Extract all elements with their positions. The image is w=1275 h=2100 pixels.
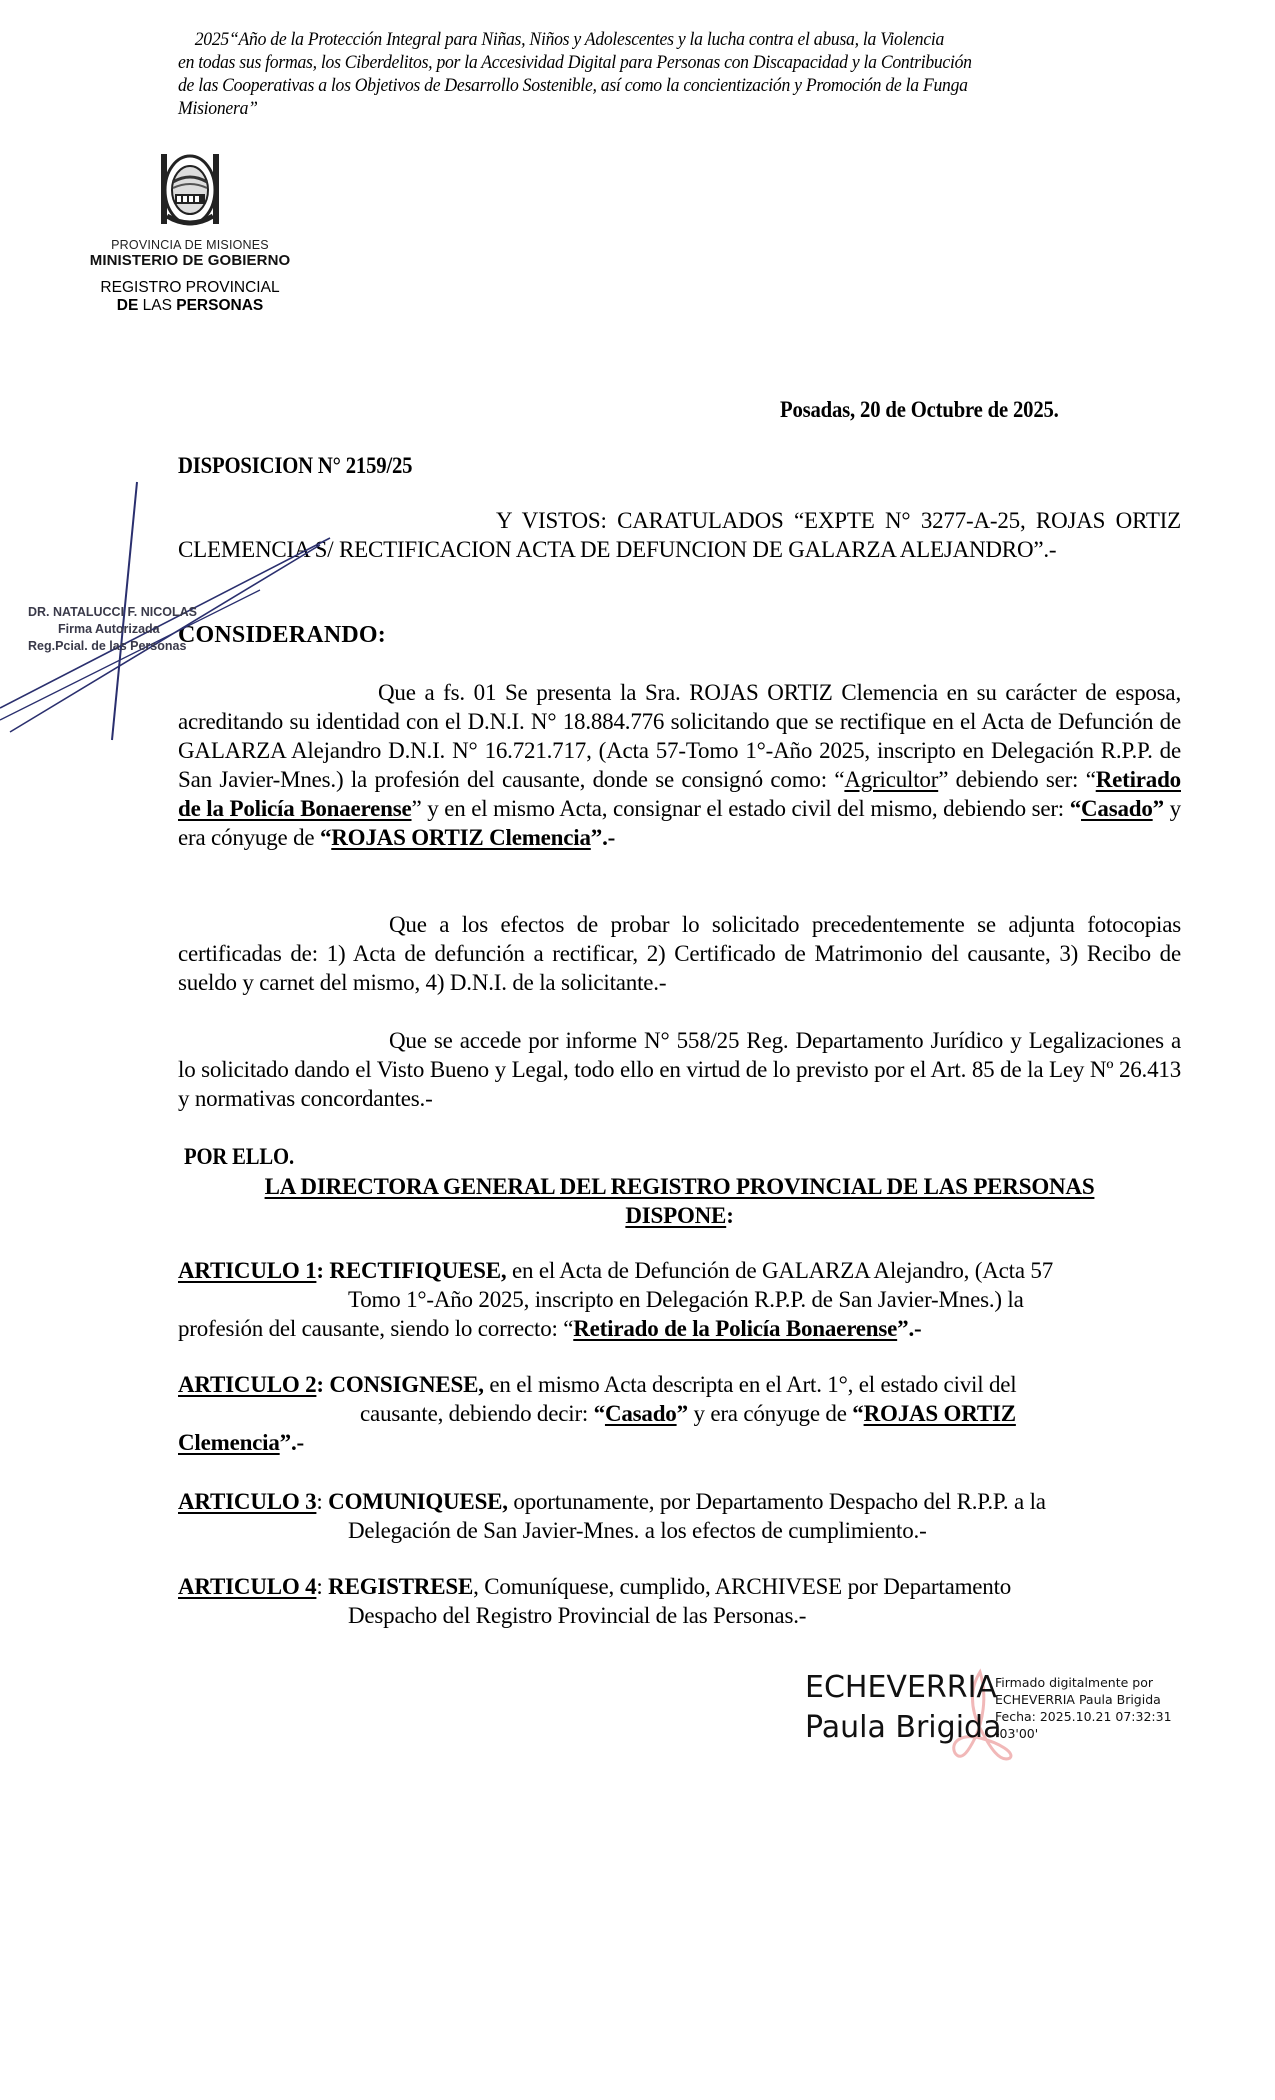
p1-agricultor: Agricultor [844, 767, 939, 792]
p1-end: ”.- [590, 825, 616, 850]
signer-name [805, 1668, 1001, 1748]
article-2 [178, 1370, 1181, 1457]
p1-quote: ” [1152, 796, 1164, 821]
por-ello: POR ELLO. [184, 1144, 294, 1169]
registry-name-line2 [60, 297, 320, 315]
article-emphasis: ROJAS ORTIZ [863, 1401, 1016, 1426]
article-line-2 [178, 1399, 1181, 1428]
stamp-role: Firma Autorizada [58, 622, 160, 636]
disposition-number: DISPOSICION N° 2159/25 [178, 453, 413, 478]
motto-line: en todas sus formas, los Ciberdelitos, por la Accesividad Digital para Personas con Discapacidad y la Contribución [178, 52, 972, 73]
article-1 [178, 1256, 1181, 1343]
considerando-heading: CONSIDERANDO: [178, 622, 386, 648]
article-4 [178, 1572, 1181, 1630]
article-emphasis: Casado [604, 1401, 677, 1426]
registry-de: DE [116, 297, 139, 314]
article-sep: : [316, 1574, 329, 1599]
article-quote: ” [676, 1401, 688, 1426]
p1-quote: “ [319, 825, 332, 850]
vistos-text: Y VISTOS: CARATULADOS “EXPTE N° 3277-A-25, ROJAS ORTIZ CLEMENCIA S/ RECTIFICACION ACTA DE DEFUNCION DE GALARZA ALEJANDRO”.- [178, 508, 1181, 562]
p1-text-d: y era cónyuge de [178, 796, 1181, 850]
p1-text-c: ” y en el mismo Acta, consignar el estado civil del mismo, debiendo ser: [411, 796, 1070, 821]
article-verb: COMUNIQUESE, [328, 1489, 508, 1514]
article-sep: : [316, 1258, 330, 1283]
p2-text: Que a los efectos de probar lo solicitado precedentemente se adjunta fotocopias certificadas de: 1) Acta de defunción a rectificar, 2) Certificado de Matrimonio del causante, 3) Recibo de sueldo y carnet del mismo, 4) D.N.I. de la solicitante.- [178, 912, 1181, 995]
article-text: en el Acta de Defunción de GALARZA Alejandro, (Acta 57 [506, 1258, 1053, 1283]
article-label: ARTICULO 4 [178, 1574, 317, 1599]
motto-line: de las Cooperativas a los Objetivos de Desarrollo Sostenible, así como la concientización y Promoción de la Funga [178, 75, 968, 96]
article-sep: : [316, 1489, 329, 1514]
digital-signature[interactable] [805, 1668, 1225, 1778]
article-label: ARTICULO 2 [178, 1372, 317, 1397]
ministry-name: MINISTERIO DE GOBIERNO [89, 252, 291, 269]
motto-line: Misionera” [178, 98, 258, 119]
p1-text-b: ” debiendo ser: “ [938, 767, 1096, 792]
p1-rojas-ortiz: ROJAS ORTIZ Clemencia [331, 825, 591, 850]
dispone-word: DISPONE [625, 1203, 727, 1228]
registry-name-line1: REGISTRO PROVINCIAL [100, 279, 280, 296]
signature-details [995, 1674, 1172, 1742]
article-label: ARTICULO 1 [178, 1258, 317, 1283]
article-end: ”.- [897, 1316, 922, 1341]
signature-detail: Firmado digitalmente por [995, 1675, 1153, 1690]
header-motto [178, 28, 1187, 120]
p1-text-a: Que a fs. 01 Se presenta la Sra. ROJAS ORTIZ Clemencia en su carácter de esposa, acreditando su identidad con el D.N.I. N° 18.884.776 solicitando que se rectifique en el Acta de Defunción de GALARZA Alejandro D.N.I. N° 16.721.717, (Acta 57-Tomo 1°-Año 2025, inscripto en Delegación R.P.P. de San Javier-Mnes.) la profesión del causante, donde se consignó como: “ [178, 680, 1181, 792]
p3-text: Que se accede por informe N° 558/25 Reg. Departamento Jurídico y Legalizaciones a lo solicitado dando el Visto Bueno y Legal, todo ello en virtud de lo previsto por el Art. 85 de la Ley Nº 26.413 y normativas concordantes.- [178, 1028, 1181, 1111]
p1-casado: Casado [1081, 796, 1153, 821]
director-heading [178, 1172, 1181, 1230]
article-verb: REGISTRESE [328, 1574, 474, 1599]
article-verb: CONSIGNESE, [329, 1372, 484, 1397]
article-text: y era cónyuge de [687, 1401, 853, 1426]
stamp-institution: Reg.Pcial. de las Personas [28, 639, 187, 653]
dispone-colon: : [726, 1203, 734, 1228]
article-quote: “ [593, 1401, 605, 1426]
motto-line: 2025“Año de la Protección Integral para Niñas, Niños y Adolescentes y la lucha contra el abusa, la Violencia [194, 29, 945, 50]
province-crest-icon [155, 150, 225, 232]
article-text: Despacho del Registro Provincial de las Personas.- [348, 1603, 807, 1628]
signature-timezone: -03'00' [995, 1726, 1039, 1741]
article-verb: RECTIFIQUESE, [329, 1258, 507, 1283]
signature-date: Fecha: 2025.10.21 07:32:31 [995, 1709, 1172, 1724]
p1-retirado: Retirado de la Policía Bonaerense [178, 767, 1181, 821]
signature-detail: ECHEVERRIA Paula Brigida [995, 1692, 1161, 1707]
article-end: ”.- [279, 1430, 304, 1455]
article-text: en el mismo Acta descripta en el Art. 1°, el estado civil del [483, 1372, 1017, 1397]
article-quote: “ [852, 1401, 864, 1426]
province-name: PROVINCIA DE MISIONES [111, 238, 269, 252]
article-text: Tomo 1°-Año 2025, inscripto en Delegación R.P.P. de San Javier-Mnes.) la [348, 1287, 1024, 1312]
institution-logo-block [60, 150, 320, 315]
article-text: causante, debiendo decir: [360, 1401, 594, 1426]
article-text: oportunamente, por Departamento Despacho del R.P.P. a la [507, 1489, 1046, 1514]
considerando-paragraph-2 [178, 910, 1181, 997]
p1-quote: “ [1069, 796, 1082, 821]
article-3 [178, 1487, 1181, 1545]
document-date: Posadas, 20 de Octubre de 2025. [780, 397, 1059, 422]
director-title: LA DIRECTORA GENERAL DEL REGISTRO PROVINCIAL DE LAS PERSONAS [264, 1174, 1095, 1199]
article-text: profesión del causante, siendo lo correcto: “ [178, 1316, 574, 1341]
authorized-signature-stamp [28, 604, 197, 655]
article-emphasis: Retirado de la Policía Bonaerense [573, 1316, 898, 1341]
signer-surname: ECHEVERRIA [805, 1670, 997, 1705]
considerando-paragraph-3 [178, 1026, 1181, 1113]
article-text: Delegación de San Javier-Mnes. a los efectos de cumplimiento.- [348, 1518, 927, 1543]
registry-personas: PERSONAS [176, 297, 264, 314]
registry-las: LAS [138, 297, 177, 314]
article-text: , Comuníquese, cumplido, ARCHIVESE por Departamento [473, 1574, 1012, 1599]
article-label: ARTICULO 3 [178, 1489, 317, 1514]
article-emphasis: Clemencia [178, 1430, 280, 1455]
stamp-name: DR. NATALUCCI F. NICOLAS [28, 605, 197, 619]
article-sep: : [316, 1372, 330, 1397]
signer-given-name: Paula Brigida [805, 1710, 1002, 1745]
